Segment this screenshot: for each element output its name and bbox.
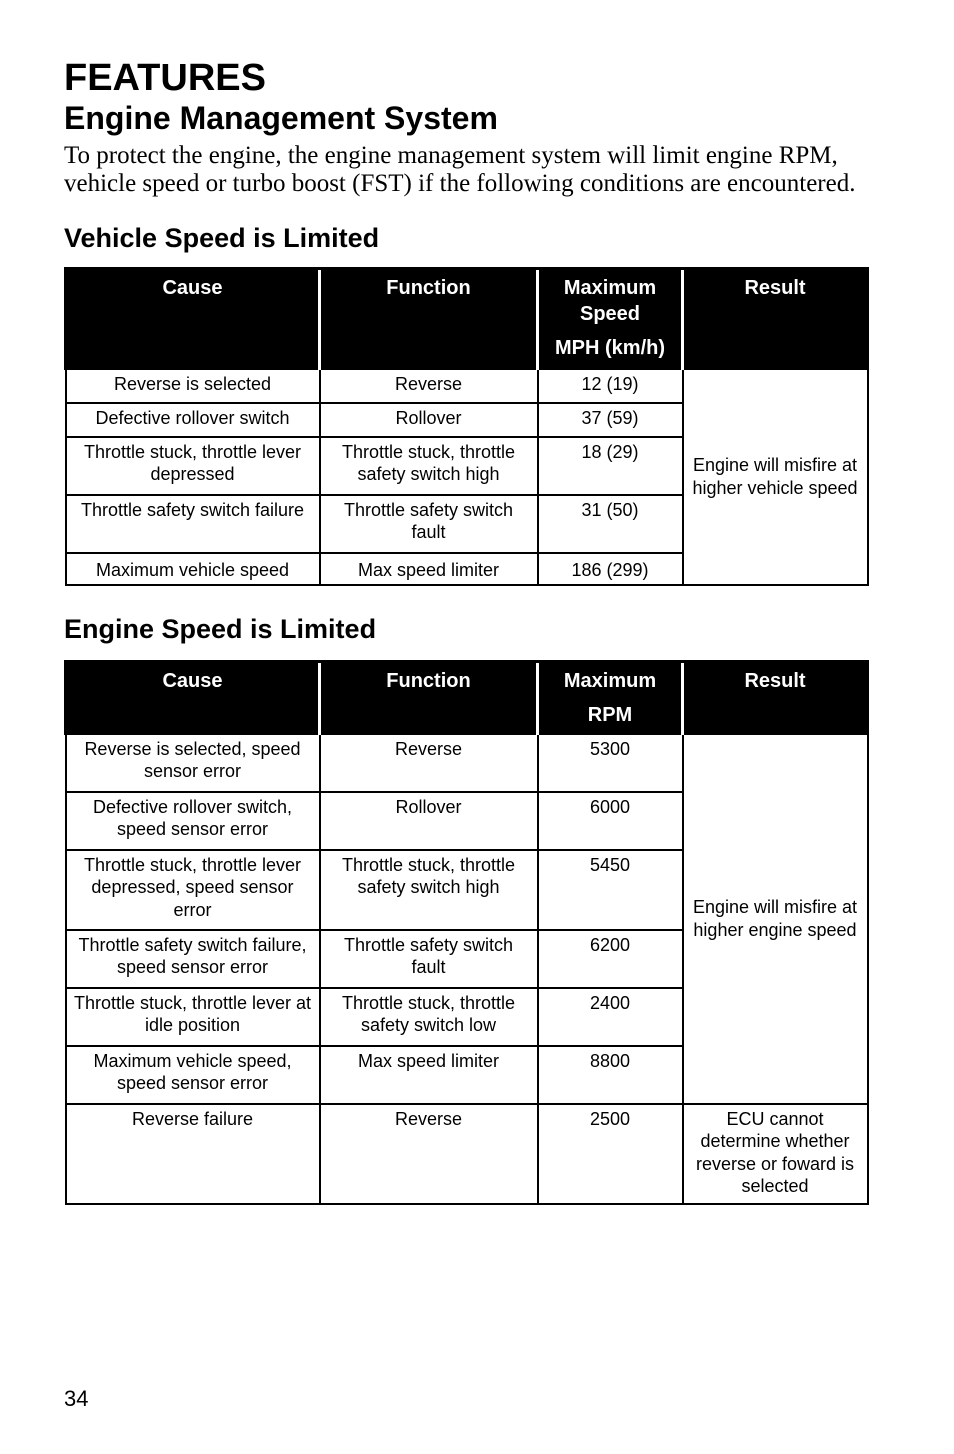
manual-page: [64, 56, 866, 1205]
cause-cell: Throttle safety switch failure, speed sensor error: [66, 930, 320, 988]
vehicle-speed-table: [64, 267, 869, 586]
section-title: FEATURES: [64, 57, 266, 99]
cause-cell: Throttle stuck, throttle lever at idle position: [66, 988, 320, 1046]
header-max-speed: [538, 269, 683, 369]
cause-cell: Throttle stuck, throttle lever depressed, speed sensor error: [66, 850, 320, 930]
result-cell: ECU cannot determine whether reverse or foward is selected: [683, 1104, 868, 1204]
function-cell: Reverse: [320, 1104, 538, 1204]
header-cause: Cause: [66, 662, 320, 734]
cause-cell: Reverse is selected: [66, 369, 320, 403]
page-number: 34: [64, 1386, 89, 1411]
header-cause: Cause: [66, 269, 320, 369]
function-cell: Rollover: [320, 403, 538, 437]
header-max-rpm: [538, 662, 683, 734]
vehicle-speed-heading: Vehicle Speed is Limited: [64, 223, 380, 253]
cause-cell: Defective rollover switch, speed sensor error: [66, 792, 320, 850]
header-result: Result: [683, 269, 868, 369]
table-row: [66, 369, 868, 403]
max-speed-cell: 18 (29): [538, 437, 683, 495]
function-cell: Throttle safety switch fault: [320, 495, 538, 553]
header-result: Result: [683, 662, 868, 734]
function-cell: Reverse: [320, 734, 538, 792]
function-cell: Throttle stuck, throttle safety switch low: [320, 988, 538, 1046]
max-rpm-cell: 2400: [538, 988, 683, 1046]
max-speed-cell: 31 (50): [538, 495, 683, 553]
cause-cell: Throttle stuck, throttle lever depressed: [66, 437, 320, 495]
table-header-row: [66, 269, 868, 369]
header-function: Function: [320, 269, 538, 369]
table-row: [66, 1104, 868, 1204]
engine-speed-heading: Engine Speed is Limited: [64, 614, 377, 644]
max-speed-cell: 186 (299): [538, 553, 683, 586]
header-unit: MPH (km/h): [555, 337, 665, 359]
header-unit: RPM: [587, 704, 633, 726]
function-cell: Rollover: [320, 792, 538, 850]
cause-cell: Maximum vehicle speed: [66, 553, 320, 586]
function-cell: Max speed limiter: [320, 1046, 538, 1104]
cause-cell: Throttle safety switch failure: [66, 495, 320, 553]
cause-cell: Maximum vehicle speed, speed sensor error: [66, 1046, 320, 1104]
table-header-row: [66, 662, 868, 734]
engine-speed-table: [64, 660, 869, 1205]
max-rpm-cell: 6200: [538, 930, 683, 988]
max-rpm-cell: 2500: [538, 1104, 683, 1204]
function-cell: Throttle safety switch fault: [320, 930, 538, 988]
header-function: Function: [320, 662, 538, 734]
result-cell: Engine will misfire at higher vehicle speed: [683, 369, 868, 586]
function-cell: Reverse: [320, 369, 538, 403]
function-cell: Throttle stuck, throttle safety switch high: [320, 437, 538, 495]
page-title: Engine Management System: [64, 100, 498, 136]
max-rpm-cell: 6000: [538, 792, 683, 850]
result-cell: Engine will misfire at higher engine speed: [683, 734, 868, 1104]
cause-cell: Reverse failure: [66, 1104, 320, 1204]
max-rpm-cell: 5450: [538, 850, 683, 930]
intro-paragraph: To protect the engine, the engine management system will limit engine RPM, vehicle speed or turbo boost (FST) if the following conditions are encountered.: [64, 142, 856, 197]
table-row: [66, 734, 868, 792]
max-rpm-cell: 5300: [538, 734, 683, 792]
cause-cell: Defective rollover switch: [66, 403, 320, 437]
function-cell: Max speed limiter: [320, 553, 538, 586]
max-speed-cell: 12 (19): [538, 369, 683, 403]
max-speed-cell: 37 (59): [538, 403, 683, 437]
max-rpm-cell: 8800: [538, 1046, 683, 1104]
header-max-label: Maximum: [563, 670, 657, 692]
cause-cell: Reverse is selected, speed sensor error: [66, 734, 320, 792]
header-max-label: Maximum Speed: [563, 277, 657, 325]
function-cell: Throttle stuck, throttle safety switch high: [320, 850, 538, 930]
